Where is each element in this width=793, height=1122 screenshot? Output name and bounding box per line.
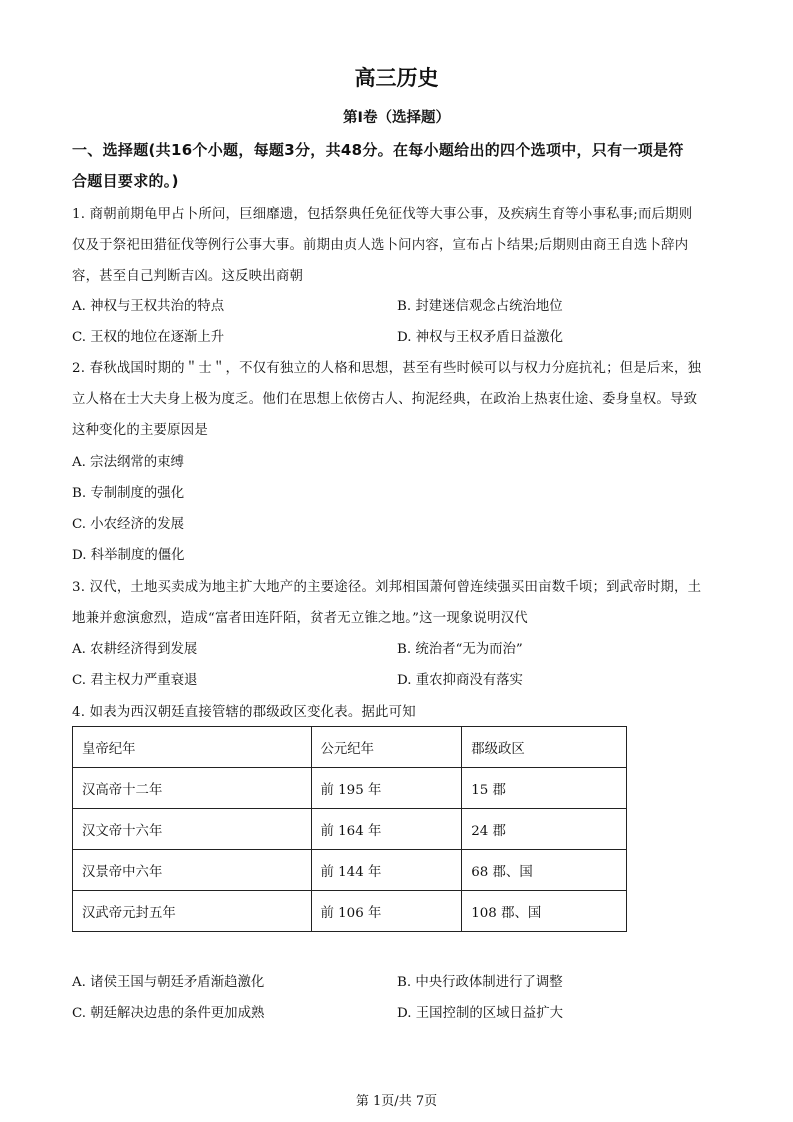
q4-option-b: B. 中央行政体制进行了调整 — [397, 975, 563, 990]
section-subtitle: 第Ⅰ卷（选择题） — [343, 110, 450, 126]
q1-stem-line: 仅及于祭祀田猎征伐等例行公事大事。前期由贞人选卜问内容，宣布占卜结果;后期则由商王自选卜辞内 — [72, 238, 689, 253]
q2-option-a: A. 宗法纲常的束缚 — [72, 455, 184, 470]
q2-stem-line: 2. 春秋战国时期的＂士＂，不仅有独立的人格和思想，甚至有些时候可以与权力分庭抗礼；但是后来，独 — [72, 361, 702, 376]
table-row — [73, 809, 627, 850]
table-cell: 汉武帝元封五年 — [73, 891, 312, 932]
section-instruction-line-2: 合题目要求的。) — [72, 172, 179, 190]
q2-stem-line: 立人格在士大夫身上极为度乏。他们在思想上依傍古人、拘泥经典，在政治上热衷仕途、委身皇权。导致 — [72, 392, 698, 407]
section-instruction-line-1: 一、选择题(共16个小题，每题3分，共48分。在每小题给出的四个选项中，只有一项是符 — [72, 141, 684, 159]
q1-option-c: C. 王权的地位在逐渐上升 — [72, 330, 225, 345]
q4-option-c: C. 朝廷解决边患的条件更加成熟 — [72, 1006, 265, 1021]
table-cell: 24 郡 — [462, 809, 627, 850]
q1-option-b: B. 封建迷信观念占统治地位 — [397, 299, 563, 314]
table-header-cell: 皇帝纪年 — [73, 727, 312, 768]
q2-option-b: B. 专制制度的强化 — [72, 486, 185, 501]
prefecture-table — [72, 726, 627, 932]
table-row — [73, 891, 627, 932]
q1-stem-line: 容，甚至自己判断吉凶。这反映出商朝 — [72, 269, 304, 284]
table-cell: 汉高帝十二年 — [73, 768, 312, 809]
table-cell: 15 郡 — [462, 768, 627, 809]
table-cell: 108 郡、国 — [462, 891, 627, 932]
page-footer: 第 1页/共 7页 — [355, 1094, 438, 1109]
table-cell: 68 郡、国 — [462, 850, 627, 891]
table-row — [73, 850, 627, 891]
table-header-row — [73, 727, 627, 768]
table-cell: 汉文帝十六年 — [73, 809, 312, 850]
q3-option-d: D. 重农抑商没有落实 — [397, 673, 523, 688]
table-cell: 前 144 年 — [311, 850, 462, 891]
q3-option-b: B. 统治者“无为而治” — [397, 642, 523, 657]
q3-option-c: C. 君主权力严重衰退 — [72, 673, 198, 688]
q2-option-c: C. 小农经济的发展 — [72, 517, 185, 532]
page-title: 高三历史 — [354, 66, 439, 90]
table-header-cell: 郡级政区 — [462, 727, 627, 768]
q4-option-d: D. 王国控制的区域日益扩大 — [397, 1006, 564, 1021]
q1-stem-line: 1. 商朝前期龟甲占卜所问，巨细靡遗，包括祭典任免征伐等大事公事，及疾病生育等小事私事;而后期则 — [72, 207, 693, 222]
q4-option-a: A. 诸侯王国与朝廷矛盾渐趋激化 — [72, 975, 265, 990]
q1-option-d: D. 神权与王权矛盾日益激化 — [397, 330, 564, 345]
q1-option-a: A. 神权与王权共治的特点 — [72, 299, 225, 314]
table-cell: 汉景帝中六年 — [73, 850, 312, 891]
table-row — [73, 768, 627, 809]
table-cell: 前 164 年 — [311, 809, 462, 850]
q3-stem-line: 3. 汉代，土地买卖成为地主扩大地产的主要途径。刘邦相国萧何曾连续强买田亩数千顷；到武帝时期，土 — [72, 580, 702, 595]
table-header-cell: 公元纪年 — [311, 727, 462, 768]
q2-stem-line: 这种变化的主要原因是 — [72, 423, 208, 438]
q3-stem-line: 地兼并愈演愈烈，造成“富者田连阡陌，贫者无立锥之地。”这一现象说明汉代 — [72, 611, 528, 626]
table-cell: 前 106 年 — [311, 891, 462, 932]
q3-option-a: A. 农耕经济得到发展 — [72, 642, 198, 657]
q2-option-d: D. 科举制度的僵化 — [72, 548, 185, 563]
q4-stem: 4. 如表为西汉朝廷直接管辖的郡级政区变化表。据此可知 — [72, 705, 416, 720]
table-cell: 前 195 年 — [311, 768, 462, 809]
